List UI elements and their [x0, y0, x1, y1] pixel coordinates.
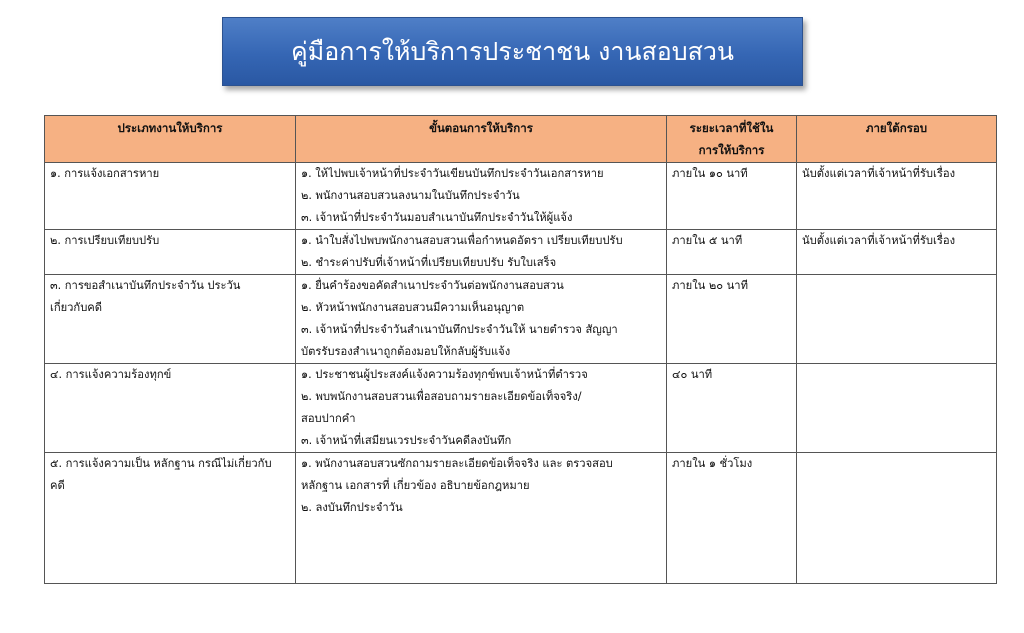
table-row: [45, 163, 997, 230]
table-header-row: [45, 116, 997, 163]
header-service-type: [45, 116, 296, 163]
duration-value: ภายใน ๑๐ นาที: [672, 167, 748, 180]
service-type-cell: [45, 453, 296, 584]
procedure-cell: [296, 364, 667, 453]
procedure-step: ๓. เจ้าหน้าที่ประจำวันมอบสำเนาบันทึกประจำวันให้ผู้แจ้ง: [301, 211, 573, 224]
duration-value: ภายใน ๒๐ นาที: [672, 279, 748, 292]
procedure-step: ๒. ชำระค่าปรับที่เจ้าหน้าที่เปรียบเทียบปรับ รับใบเสร็จ: [301, 256, 557, 269]
header-within: [797, 116, 997, 163]
procedure-step: ๑. พนักงานสอบสวนซักถามรายละเอียดข้อเท็จจริง และ ตรวจสอบ: [301, 457, 613, 470]
procedure-step: ๒. พบพนักงานสอบสวนเพื่อสอบถามรายละเอียดข้อเท็จจริง/: [301, 390, 582, 403]
procedure-cell: [296, 453, 667, 584]
table-row: [45, 230, 997, 275]
procedure-step: ๓. เจ้าหน้าที่เสมียนเวรประจำวันคดีลงบันทึก: [301, 434, 512, 447]
procedure-step: ๑. นำใบสั่งไปพบพนักงานสอบสวนเพื่อกำหนดอัตรา เปรียบเทียบปรับ: [301, 234, 623, 247]
procedure-step: ๑. ให้ไปพบเจ้าหน้าที่ประจำวันเขียนบันทึกประจำวันเอกสารหาย: [301, 167, 604, 180]
table-body: [45, 163, 997, 584]
procedure-cell: [296, 163, 667, 230]
duration-cell: [667, 163, 797, 230]
within-value: นับตั้งแต่เวลาที่เจ้าหน้าที่รับเรื่อง: [802, 234, 956, 247]
procedure-step: ๒. หัวหน้าพนักงานสอบสวนมีความเห็นอนุญาต: [301, 301, 525, 314]
service-type-cell: [45, 230, 296, 275]
within-cell: [797, 364, 997, 453]
table-row: [45, 364, 997, 453]
within-cell: [797, 163, 997, 230]
procedure-step: ๑. ยื่นคำร้องขอคัดสำเนาประจำวันต่อพนักงานสอบสวน: [301, 279, 564, 292]
within-cell: [797, 453, 997, 584]
procedure-step: ๓. เจ้าหน้าที่ประจำวันสำเนาบันทึกประจำวันให้ นายตำรวจ สัญญา: [301, 323, 618, 336]
procedure-step: สอบปากคำ: [301, 412, 356, 425]
duration-value: ภายใน ๕ นาที: [672, 234, 743, 247]
service-type-line: ๔. การแจ้งความร้องทุกข์: [50, 368, 172, 381]
procedure-step: ๒. พนักงานสอบสวนลงนามในบันทึกประจำวัน: [301, 189, 520, 202]
duration-cell: [667, 364, 797, 453]
duration-cell: [667, 230, 797, 275]
header-duration-label-1: ระยะเวลาที่ใช้ใน: [689, 121, 774, 135]
header-procedure: [296, 116, 667, 163]
service-type-line: ๓. การขอสำเนาบันทึกประจำวัน ประวัน: [50, 279, 241, 292]
procedure-cell: [296, 275, 667, 364]
service-type-line: เกี่ยวกับคดี: [50, 301, 103, 314]
service-table: [44, 115, 997, 584]
procedure-step: ๒. ลงบันทึกประจำวัน: [301, 501, 403, 514]
procedure-step: บัตรรับรองสำเนาถูกต้องมอบให้กลับผู้รับแจ้ง: [301, 345, 511, 358]
within-cell: [797, 275, 997, 364]
duration-cell: [667, 453, 797, 584]
header-within-label: ภายใต้กรอบ: [865, 121, 928, 135]
header-procedure-label: ขั้นตอนการให้บริการ: [429, 121, 533, 135]
procedure-cell: [296, 230, 667, 275]
duration-value: ภายใน ๑ ชั่วโมง: [672, 457, 753, 470]
duration-value: ๔๐ นาที: [672, 368, 713, 381]
title-banner: [222, 17, 803, 86]
service-type-cell: [45, 163, 296, 230]
service-type-line: ๒. การเปรียบเทียบปรับ: [50, 234, 160, 247]
service-type-cell: [45, 275, 296, 364]
within-value: นับตั้งแต่เวลาที่เจ้าหน้าที่รับเรื่อง: [802, 167, 956, 180]
header-duration: [667, 116, 797, 163]
service-type-line: ๑. การแจ้งเอกสารหาย: [50, 167, 160, 180]
procedure-step: ๑. ประชาชนผู้ประสงค์แจ้งความร้องทุกข์พบเจ้าหน้าที่ตำรวจ: [301, 368, 588, 381]
service-type-cell: [45, 364, 296, 453]
document-title: คู่มือการให้บริการประชาชน งานสอบสวน: [290, 36, 734, 66]
service-type-line: คดี: [50, 479, 65, 492]
table-row: [45, 453, 997, 584]
within-cell: [797, 230, 997, 275]
service-type-line: ๕. การแจ้งความเป็น หลักฐาน กรณีไม่เกี่ยวกับ: [50, 457, 272, 470]
table-row: [45, 275, 997, 364]
procedure-step: หลักฐาน เอกสารที่ เกี่ยวข้อง อธิบายข้อกฎหมาย: [301, 479, 530, 492]
header-service-type-label: ประเภทงานให้บริการ: [117, 121, 223, 135]
duration-cell: [667, 275, 797, 364]
header-duration-label-2: การให้บริการ: [698, 143, 765, 157]
